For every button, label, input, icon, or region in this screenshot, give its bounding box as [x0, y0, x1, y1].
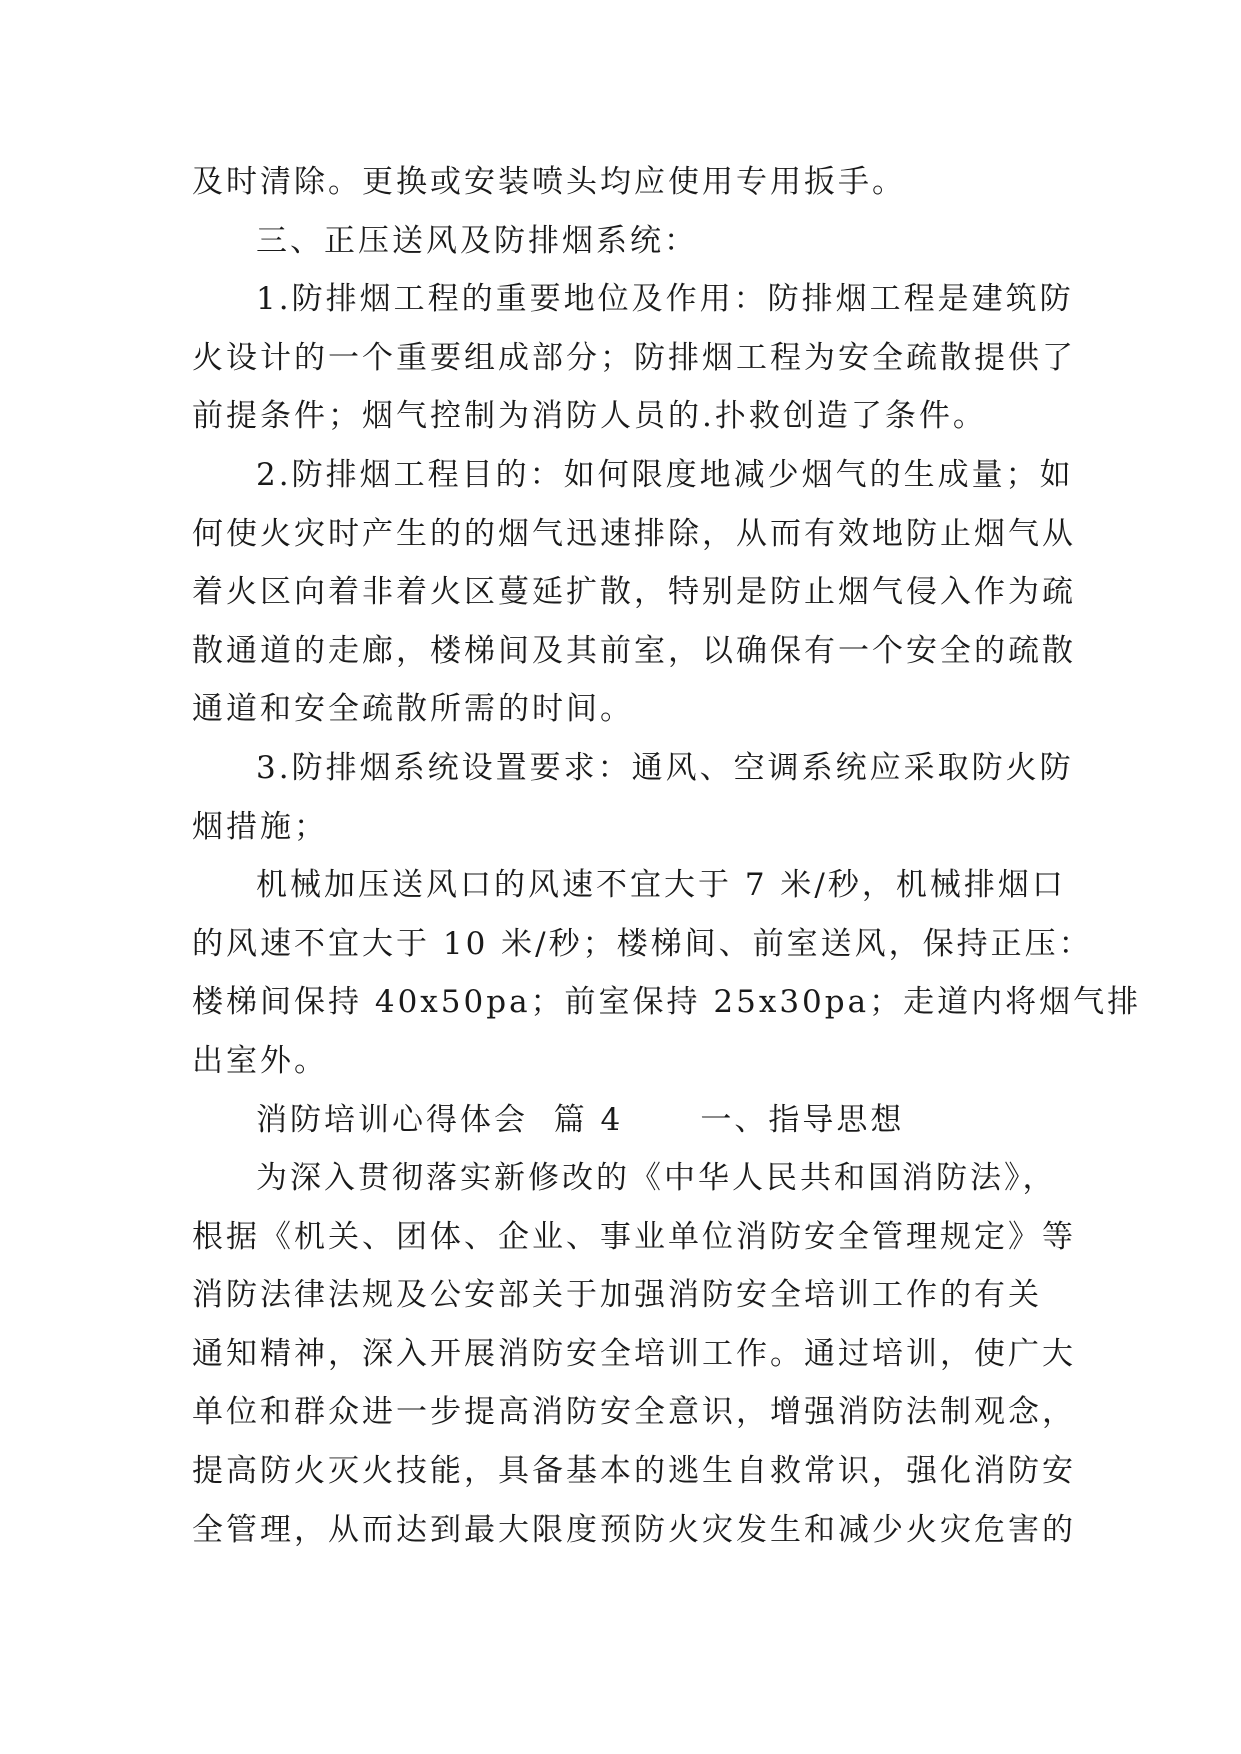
section-heading: 三、正压送风及防排烟系统：	[256, 222, 698, 259]
text-line: 通知精神，深入开展消防安全培训工作。通过培训，使广大	[192, 1335, 1076, 1372]
text-line: 单位和群众进一步提高消防安全意识，增强消防法制观念，	[192, 1394, 1076, 1431]
text-line: 2.防排烟工程目的：如何限度地减少烟气的生成量；如	[256, 456, 1074, 493]
text-line: 火设计的一个重要组成部分；防排烟工程为安全疏散提供了	[192, 339, 1076, 376]
text-line: 的风速不宜大于 10 米/秒；楼梯间、前室送风，保持正压：	[192, 925, 1093, 962]
text-line: 1.防排烟工程的重要地位及作用：防排烟工程是建筑防	[256, 281, 1074, 318]
text-line: 楼梯间保持 40x50pa；前室保持 25x30pa；走道内将烟气排	[192, 984, 1142, 1021]
text-line: 消防法律法规及公安部关于加强消防安全培训工作的有关	[192, 1277, 1042, 1314]
text-line: 根据《机关、团体、企业、事业单位消防安全管理规定》等	[192, 1218, 1076, 1255]
text-line: 前提条件；烟气控制为消防人员的.扑救创造了条件。	[192, 398, 987, 435]
text-line: 出室外。	[192, 1042, 328, 1079]
text-line: 为深入贯彻落实新修改的《中华人民共和国消防法》，	[256, 1160, 1057, 1197]
text-line: 散通道的走廊，楼梯间及其前室，以确保有一个安全的疏散	[192, 632, 1076, 669]
text-line: 提高防火灭火技能，具备基本的逃生自救常识，强化消防安	[192, 1453, 1076, 1490]
text-line: 烟措施；	[192, 808, 328, 845]
section-heading: 消防培训心得体会 篇 4 一、指导思想	[256, 1101, 905, 1138]
text-line: 全管理，从而达到最大限度预防火灾发生和减少火灾危害的	[192, 1511, 1076, 1548]
text-line: 及时清除。更换或安装喷头均应使用专用扳手。	[192, 164, 906, 200]
document-body	[192, 153, 1142, 1559]
text-line: 通道和安全疏散所需的时间。	[192, 691, 634, 728]
text-line: 3.防排烟系统设置要求：通风、空调系统应采取防火防	[256, 749, 1074, 786]
text-line: 着火区向着非着火区蔓延扩散，特别是防止烟气侵入作为疏	[192, 574, 1076, 611]
text-line: 何使火灾时产生的的烟气迅速排除，从而有效地防止烟气从	[192, 515, 1076, 552]
text-line: 机械加压送风口的风速不宜大于 7 米/秒，机械排烟口	[256, 867, 1066, 904]
